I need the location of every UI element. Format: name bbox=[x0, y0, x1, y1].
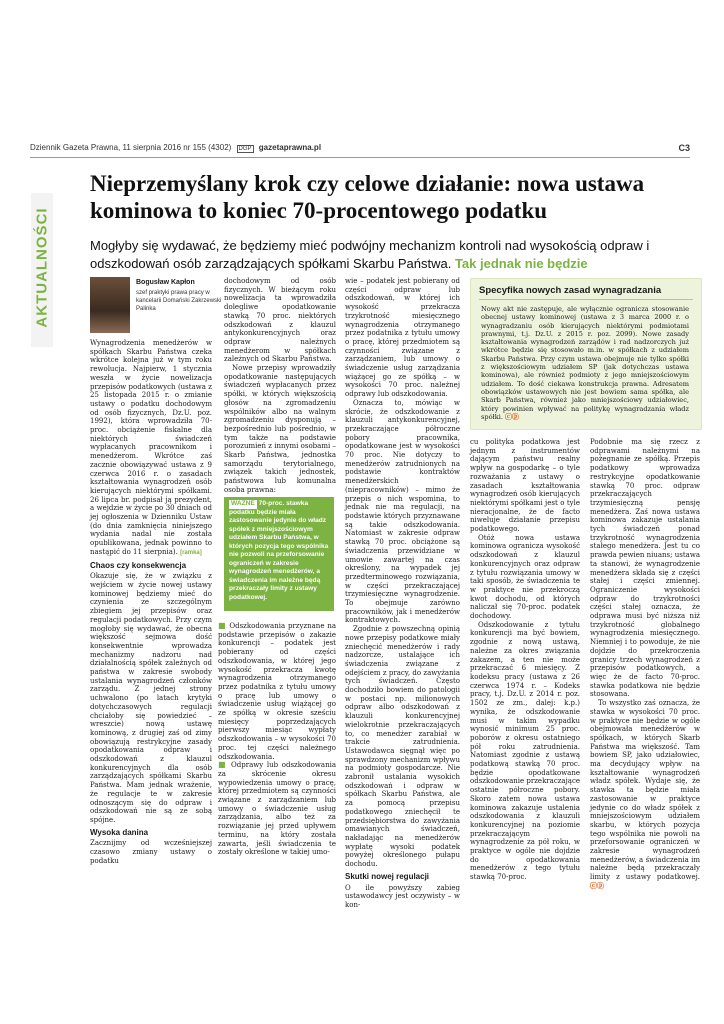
paragraph: Zgodnie z powszechną opinią nowe przepisy podatkowe miały zniechęcić menedżerów i rady nadzorcze, ustalające ich świadczenia związane z odejściem z pracy, do zawyżania tych świadczeń. Często dochodziło bowiem do patologii w postaci np. milionowych odpraw albo odszkodowań z klauzuli konkurencyjnej wielokrotnie przekraczających to, co menedżer zarabiał w trakcie zatrudnienia. Ustawodawca sięgnął więc po sprawdzony mechanizm wpływu na podmioty gospodarcze. Nie zabronił ustalania wysokich odszkodowań i odpraw w spółkach Skarbu Państwa, ale za pomocą przepisu podatkowego zniechęcił te przedsiębiorstwa do zawyżania omawianych świadczeń, nakładając na menedżerów wypłatę wysoki podatek powyżej określonego pułapu dochodu. bbox=[345, 625, 460, 869]
site-link[interactable]: gazetaprawna.pl bbox=[258, 143, 322, 152]
lead-text: Mogłyby się wydawać, że będziemy mieć podwójny mechanizm kontroli nad wysokością odpraw i odszkodowań osób zarządzających spółkami Skarbu Państwa. bbox=[90, 238, 650, 271]
section-label-text: AKTUALNOŚCI bbox=[33, 207, 51, 328]
important-callout bbox=[224, 497, 334, 611]
paragraph: Nowe przepisy wprowadziły opodatkowanie następujących świadczeń wypłacanych przez spółki, w których większością głosów na zgromadzeniu wspólników albo na walnym zgromadzeniu dysponują – bezpośrednio lub pośrednio, w tym także na podstawie porozumień z innymi osobami – Skarb Państwa, jednostka samorządu terytorialnego, związek takich jednostek, państwowa lub komunalna osoba prawna: bbox=[224, 364, 336, 494]
author-block bbox=[90, 277, 222, 335]
column-3 bbox=[345, 277, 460, 910]
paragraph: Zacznijmy od wcześniejszej czasowo zmiany ustawy o podatku bbox=[90, 839, 212, 865]
paragraph: Otóż nowa ustawa kominowa ogranicza wysokość odszkodowań z klauzul konkurencyjnych oraz odpraw z tytułu rozwiązania umowy w taki sposób, że świadczenia te w praktyce nie przekroczą kwot dochodu, od których naliczał się 70-proc. podatek dochodowy. bbox=[470, 533, 580, 621]
subheading: Wysoka danina bbox=[90, 827, 149, 837]
info-box bbox=[470, 278, 702, 430]
paragraph: Okazuje się, że w związku z wejściem w życie nowej ustawy kominowej będziemy mieć do czynienia ze szczególnym zbiegiem jej przepisów oraz regulacji podatkowych. Przy czym mogłoby się wydawać, że obecna większość sejmowa dość konsekwentnie wprowadza mechanizmy nadzoru nad działalnością spółek zależnych od państwa w zakresie swobody ustalania wynagrodzeń członków zarządu. Z jednej strony uchwalono (po latach krytyki dotychczasowych regulacji chciałoby się powiedzieć – wreszcie) nową ustawę kominową, z drugiej zaś od zimy obowiązują restrykcyjne zasady opodatkowania odpraw i odszkodowań z klauzul konkurencyjnych dla osób zarządzających spółkami Skarbu Państwa. Mam jednak wrażenie, że regulacje te w zakresie odnoszącym się do odpraw i odszkodowań nie są ze sobą spójne. bbox=[90, 572, 212, 824]
section-label bbox=[31, 193, 53, 347]
paragraph: Odszkodowanie z tytułu konkurencji ma być bowiem, zgodnie z nową ustawą, należne za okres związania zakazem, a ten nie może przekraczać 6 miesięcy. Z kodeksu pracy (ustawa z 26 czerwca 1974 r. – Kodeks pracy, t.j. Dz.U. z 2014 r. poz. 1502 ze zm., dalej: k.p.) wynika, że odszkodowanie musi w takim wypadku wynosić minimum 25 proc. poborów z okresu ostatniego pół roku zatrudnienia. Natomiast zgodnie z ustawą podatkową stawką 70 proc. będzie opodatkowane odszkodowanie przekraczające ostatnie półroczne pobory. Skoro zatem nowa ustawa kominowa zakazuje ustalenia odszkodowania z klauzuli konkurencyjnej na poziomie przekraczającym wynagrodzenie za pół roku, w praktyce w ogóle nie dojdzie do opodatkowania menedżerów z tego tytułu stawką 70-proc. bbox=[470, 620, 581, 882]
important-text: 70-proc. stawka podatku będzie miała zastosowanie jedynie do władz spółek z mniejszościowym udziałem Skarbu Państwa, w których pozycja tego wspólnika nie pozwoli na przeforsowanie ograniczeń w zakresie wynagrodzeń menedżerów, a świadczenia im należne będą przekraczały limity z ustawy podatkowej. bbox=[229, 500, 329, 601]
paragraph: O ile powyższy zabieg ustawodawcy jest oczywisty – w kon- bbox=[345, 883, 460, 909]
subheading: Skutki nowej regulacji bbox=[345, 871, 430, 881]
paragraph: To wszystko zaś oznacza, że stawka w wysokości 70 proc. w praktyce nie będzie w ogóle obejmowała menedżerów w spółkach, w których Skarb Państwa ma większość. Tam bowiem SP, jako udziałowiec, ma decydujący wpływ na kształtowanie wynagrodzeń władz spółek. Wydaje się, że stawka ta będzie miała zastosowanie w praktyce jedynie co do władz spółek z mniejszościowym udziałem skarbu, w których pozycja tego wspólnika nie powoli na przeforsowanie ograniczeń w zakresie wynagrodzeń menedżerów, a świadczenia im należne będą przekraczały limity z ustawy podatkowej. ⓒⓟ bbox=[590, 699, 700, 890]
author-role: szef praktyki prawa pracy w kancelarii Domański Zakrzewski Palinka bbox=[136, 290, 222, 312]
publication-info: Dziennik Gazeta Prawna, 11 sierpnia 2016 nr 155 (4302) bbox=[30, 143, 232, 152]
paragraph: Oznacza to, mówiąc w skrócie, że odszkodowanie z klauzuli antykonkurencyjnej, przekraczające półroczne pobory pracownika, opodatkowane jest w wysokości 70 proc. Nie dotyczy to menedżerów zatrudnionych na podstawie kontraktów menedżerskich (niepracowników) – mimo że przepis o nich wspomina, to jednak nie ma regulacji, na podstawie których przyznawane są takie odszkodowania. Natomiast w zakresie odpraw stawką 70 proc. obciążone są świadczenia przewidziane w umowie zawartej na czas określony, na wypadek jej przedterminowego rozwiązania, w części przekraczającej trzymiesięczne wynagrodzenie. To obejmuje zarówno pracowników, jak i menedżerów kontraktowych. bbox=[345, 398, 460, 625]
column-5 bbox=[590, 438, 700, 891]
important-label: WAŻNE bbox=[231, 500, 255, 507]
dgp-logo: DGP bbox=[238, 146, 252, 152]
page-header bbox=[30, 143, 690, 159]
article-lead bbox=[90, 237, 700, 273]
lead-tag: Tak jednak nie będzie bbox=[454, 256, 588, 271]
paragraph: Podobnie ma się rzecz z odprawami należnymi na pożegnanie ze spółką. Przepis podatkowy wprowadza restrykcyjne opodatkowanie stawką 70 proc. odpraw przekraczających trzymiesięczną pensję menedżera. Zaś nowa ustawa kominowa zakazuje ustalania tych świadczeń ponad trzykrotność wynagrodzenia stałego menedżera. Jest tu co prawda pewien niuans; ustawa ta stanowi, że wynagrodzenie menedżera składa się z części stałej i części zmiennej. Ograniczenie wysokości odpraw do trzykrotności części stałej oznacza, że odprawa musi być niższa niż trzykrotność globalnego wynagrodzenia miesięcznego. Niemniej i to powoduje, że nie dojdzie do przekroczenia granicy trzech wynagrodzeń z przepisów podatkowych, a więc że de facto 70-proc. stawka podatkowa nie będzie stosowana. bbox=[590, 438, 700, 699]
column-1 bbox=[90, 339, 212, 865]
paragraph: dochodowym od osób fizycznych. W bieżącym roku nowelizacja ta wprowadziła dolegliwe opodatkowanie stawką 70 proc. niektórych odszkodowań z klauzul antykonkurencyjnych oraz odpraw należnych menedżerom w spółkach zależnych od Skarbu Państwa. bbox=[224, 277, 336, 364]
subheading: Chaos czy konsekwencja bbox=[90, 560, 187, 570]
copyright-icon: ⓒⓟ bbox=[505, 411, 520, 421]
bullet-item: ■ Odszkodowania przyznane na podstawie przepisów o zakazie konkurencji – podatek jest pobierany od części odszkodowania, w której jego wysokość przekracza kwotę wynagrodzenia otrzymanego przez podatnika z tytułu umowy o pracę lub umowy o świadczenie usług wiążącej go ze spółką w okresie sześciu miesięcy poprzedzających pierwszy miesiąc wypłaty odszkodowania – w wysokości 70 proc. tej części należnego odszkodowania. bbox=[218, 621, 336, 761]
ramka-ref: [ramka] bbox=[180, 549, 202, 556]
paragraph: cu polityka podatkowa jest jednym z instrumentów dającym państwu realny wpływ na gospodarkę – o tyle rozważania z ustawy o zasadach kształtowania wynagrodzeń osób kierujących niektórymi spółkami jest o tyle nieracjonalne, że de facto niweluje działanie przepisu podatkowego. bbox=[470, 438, 580, 534]
column-4 bbox=[470, 438, 580, 882]
info-box-title: Specyfika nowych zasad wynagradzania bbox=[479, 285, 662, 296]
article-title: Nieprzemyślany krok czy celowe działanie: nowa ustawa kominowa to koniec 70-procentowego podatku bbox=[90, 171, 645, 223]
bullet-item: ■ Odprawy lub odszkodowania za skrócenie okresu wypowiedzenia umowy o pracę, której przedmiotem są czynności związane z zarządzaniem lub umowy o świadczenie usług zarządzania, albo też za rozwiązanie jej przed upływem terminu, na który została zawarta, jeśli świadczenia te zostały określone w takiej umo- bbox=[218, 760, 336, 857]
column-2-bullets bbox=[218, 622, 336, 857]
paragraph: Wynagrodzenia menedżerów w spółkach Skarbu Państwa czeka wkrótce kolejna już w tym roku rewolucja. Najpierw, 1 stycznia weszła w życie nowelizacja przepisów podatkowych (ustawa z 25 listopada 2015 r. o zmianie ustawy o podatku dochodowym od osób fizycznych, Dz.U. poz. 1992), która wprowadziła 70-proc. obciążenie fiskalne dla niektórych świadczeń wypłacanych pracownikom i menedżerom. Wkrótce zaś zacznie obowiązywać ustawa z 9 czerwca 2016 r. o zasadach kształtowania wynagrodzeń osób kierujących niektórymi spółkami. 26 lipca br. podpisał ją prezydent, a wejdzie w życie po 30 dniach od jej ogłoszenia w Dzienniku Ustaw (do dnia zamknięcia niniejszego wydania nadal nie została opublikowana, jednak powinno to nastąpić do 11 sierpnia). [ramka] bbox=[90, 339, 212, 556]
info-box-rule bbox=[479, 299, 693, 300]
page-number: C3 bbox=[678, 143, 690, 153]
author-photo bbox=[90, 277, 130, 333]
header-rule bbox=[30, 157, 690, 158]
author-name: Bogusław Kapłon bbox=[136, 279, 195, 286]
bullet-icon: ■ bbox=[218, 621, 230, 630]
column-2 bbox=[224, 277, 336, 495]
paragraph: wie – podatek jest pobierany od części odpraw lub odszkodowań, w której ich wysokość przekracza trzykrotność miesięcznego wynagrodzenia otrzymanego przez podatnika z tytułu umowy o pracę, której przedmiotem są czynności związane z zarządzaniem, lub umowy o świadczenie usług zarządzania wiążącej go ze spółką – w wysokości 70 proc. należnej odprawy lub odszkodowania. bbox=[345, 277, 460, 399]
copyright-icon: ⓒⓟ bbox=[590, 880, 604, 890]
bullet-icon: ■ bbox=[218, 760, 232, 770]
info-box-text: Nowy akt nie zastępuje, ale wyłącznie ogranicza stosowanie obecnej ustawy kominowej (ustawa z 3 marca 2000 r. o wynagradzaniu osób kierujących niektórymi podmiotami prawnymi, t.j. Dz.U. z 2015 r. poz. 2099). Nowe zasady kształtowania wynagrodzeń zarządów i rad nadzorczych już wkrótce będzie się stosowało m.in. w spółkach z udziałem Skarbu Państwa. Przy czym ustawa obejmuje nie tylko spółki z większościowym udziałem SP (jak dotychczas ustawa kominowa), ale również podmioty z jego mniejszościowym udziałem. To dość ciekawa konstrukcja prawna. Adresatem obowiązków ustawowych nie jest bowiem sama spółka, ale Skarb Państwa, również jako mniejszościowy udziałowiec, który powinien wpływać na politykę wynagradzania władz spółki. ⓒⓟ bbox=[481, 305, 689, 421]
